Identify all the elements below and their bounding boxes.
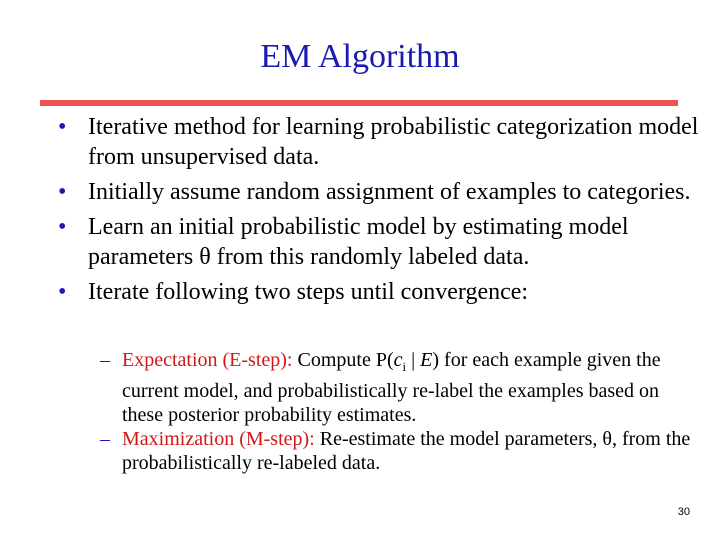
step-label: Expectation (E-step): [122, 349, 293, 371]
sub-text: Compute P( [292, 349, 394, 371]
bullet-item [58, 277, 708, 307]
bullet-icon: • [58, 279, 67, 305]
sub-bullet-item [100, 427, 700, 475]
sub-text: | [406, 349, 421, 371]
step-label: Maximization (M-step): [122, 428, 315, 450]
bullet-icon: • [58, 114, 67, 140]
bullet-icon: • [58, 179, 67, 205]
bullet-item [58, 212, 708, 272]
subscript-i: i [402, 359, 407, 374]
bullet-icon: • [58, 214, 67, 240]
dash-icon: – [100, 349, 110, 371]
bullet-text: Initially assume random assignment of examples to categories. [88, 179, 691, 205]
sub-bullet-item [100, 348, 700, 427]
bullet-text: Learn an initial probabilistic model by estimating model parameters θ from this randomly labeled data. [88, 214, 629, 270]
bullet-text: Iterate following two steps until convergence: [88, 279, 529, 305]
sub-bullet-list [100, 348, 700, 475]
slide-title: EM Algorithm [260, 38, 460, 75]
bullet-item [58, 112, 708, 172]
title-divider [40, 100, 678, 106]
dash-icon: – [100, 428, 110, 450]
sub-text: ) for each example given the current model, and probabilistically re-label the examples based on these posterior probability estimates. [122, 349, 661, 426]
sub-text: Re-estimate the model parameters, θ, from the probabilistically re-labeled data. [122, 428, 691, 474]
bullet-item [58, 177, 708, 207]
bullet-list [58, 112, 708, 312]
bullet-text: Iterative method for learning probabilistic categorization model from unsupervised data. [88, 114, 699, 170]
page-number: 30 [677, 506, 690, 518]
var-c: c [393, 349, 403, 371]
var-e: E [420, 349, 433, 371]
